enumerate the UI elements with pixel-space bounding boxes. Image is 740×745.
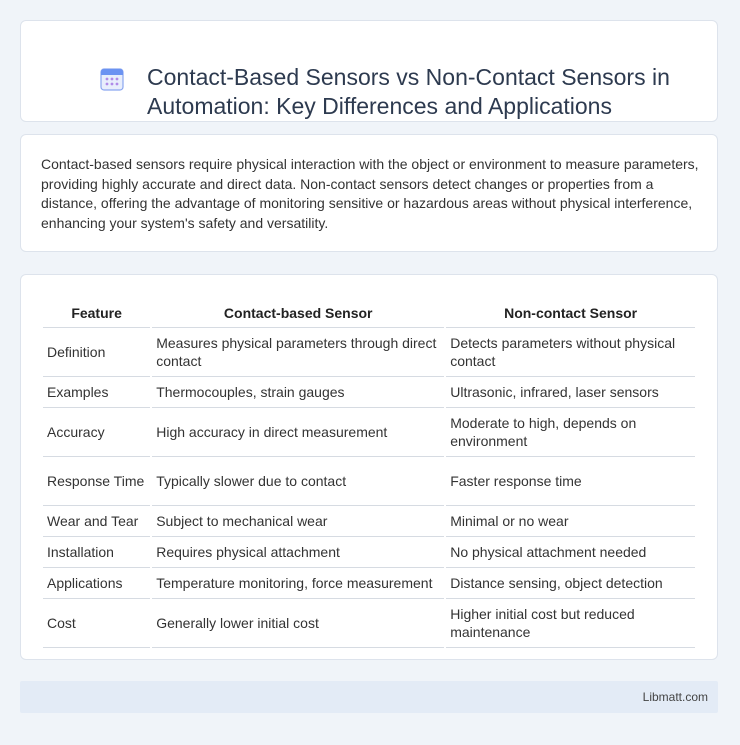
table-row: [43, 568, 695, 599]
header-feature: Feature: [43, 295, 150, 328]
noncontact-cell: Detects parameters without physical contact: [446, 328, 695, 377]
noncontact-cell: Ultrasonic, infrared, laser sensors: [446, 377, 695, 408]
contact-cell: Requires physical attachment: [152, 537, 444, 568]
footer-brand: Libmatt.com: [642, 690, 708, 704]
contact-cell: Generally lower initial cost: [152, 599, 444, 648]
table-row: [43, 457, 695, 506]
table-row: [43, 377, 695, 408]
noncontact-cell: Minimal or no wear: [446, 506, 695, 537]
contact-cell: Thermocouples, strain gauges: [152, 377, 444, 408]
title-card: [20, 20, 718, 122]
calendar-icon: [99, 66, 125, 92]
feature-cell: Applications: [43, 568, 150, 599]
noncontact-cell: No physical attachment needed: [446, 537, 695, 568]
noncontact-cell: Moderate to high, depends on environment: [446, 408, 695, 457]
header-noncontact: Non-contact Sensor: [446, 295, 695, 328]
noncontact-cell: Distance sensing, object detection: [446, 568, 695, 599]
feature-cell: Examples: [43, 377, 150, 408]
feature-cell: Cost: [43, 599, 150, 648]
table-row: [43, 537, 695, 568]
contact-cell: Typically slower due to contact: [152, 457, 444, 506]
table-row: [43, 408, 695, 457]
table-row: [43, 328, 695, 377]
intro-paragraph: Contact-based sensors require physical interaction with the object or environment to measure parameters, providing highly accurate and direct data. Non-contact sensors detect changes or properties from a distance, offering the advantage of monitoring sensitive or hazardous areas without physical interference, enhancing your system's safety and versatility.: [41, 156, 699, 231]
feature-cell: Definition: [43, 328, 150, 377]
page-title: Contact-Based Sensors vs Non-Contact Sensors in Automation: Key Differences and Applications: [147, 64, 670, 119]
table-header-row: [43, 295, 695, 328]
comparison-card: [20, 274, 718, 660]
header-contact: Contact-based Sensor: [152, 295, 444, 328]
contact-cell: Temperature monitoring, force measurement: [152, 568, 444, 599]
footer-bar: [20, 681, 718, 713]
feature-cell: Accuracy: [43, 408, 150, 457]
noncontact-cell: Higher initial cost but reduced maintenance: [446, 599, 695, 648]
comparison-table: [41, 295, 697, 648]
table-row: [43, 506, 695, 537]
feature-cell: Response Time: [43, 457, 150, 506]
intro-card: [20, 134, 718, 252]
noncontact-cell: Faster response time: [446, 457, 695, 506]
contact-cell: Subject to mechanical wear: [152, 506, 444, 537]
table-row: [43, 599, 695, 648]
feature-cell: Installation: [43, 537, 150, 568]
contact-cell: Measures physical parameters through direct contact: [152, 328, 444, 377]
feature-cell: Wear and Tear: [43, 506, 150, 537]
contact-cell: High accuracy in direct measurement: [152, 408, 444, 457]
